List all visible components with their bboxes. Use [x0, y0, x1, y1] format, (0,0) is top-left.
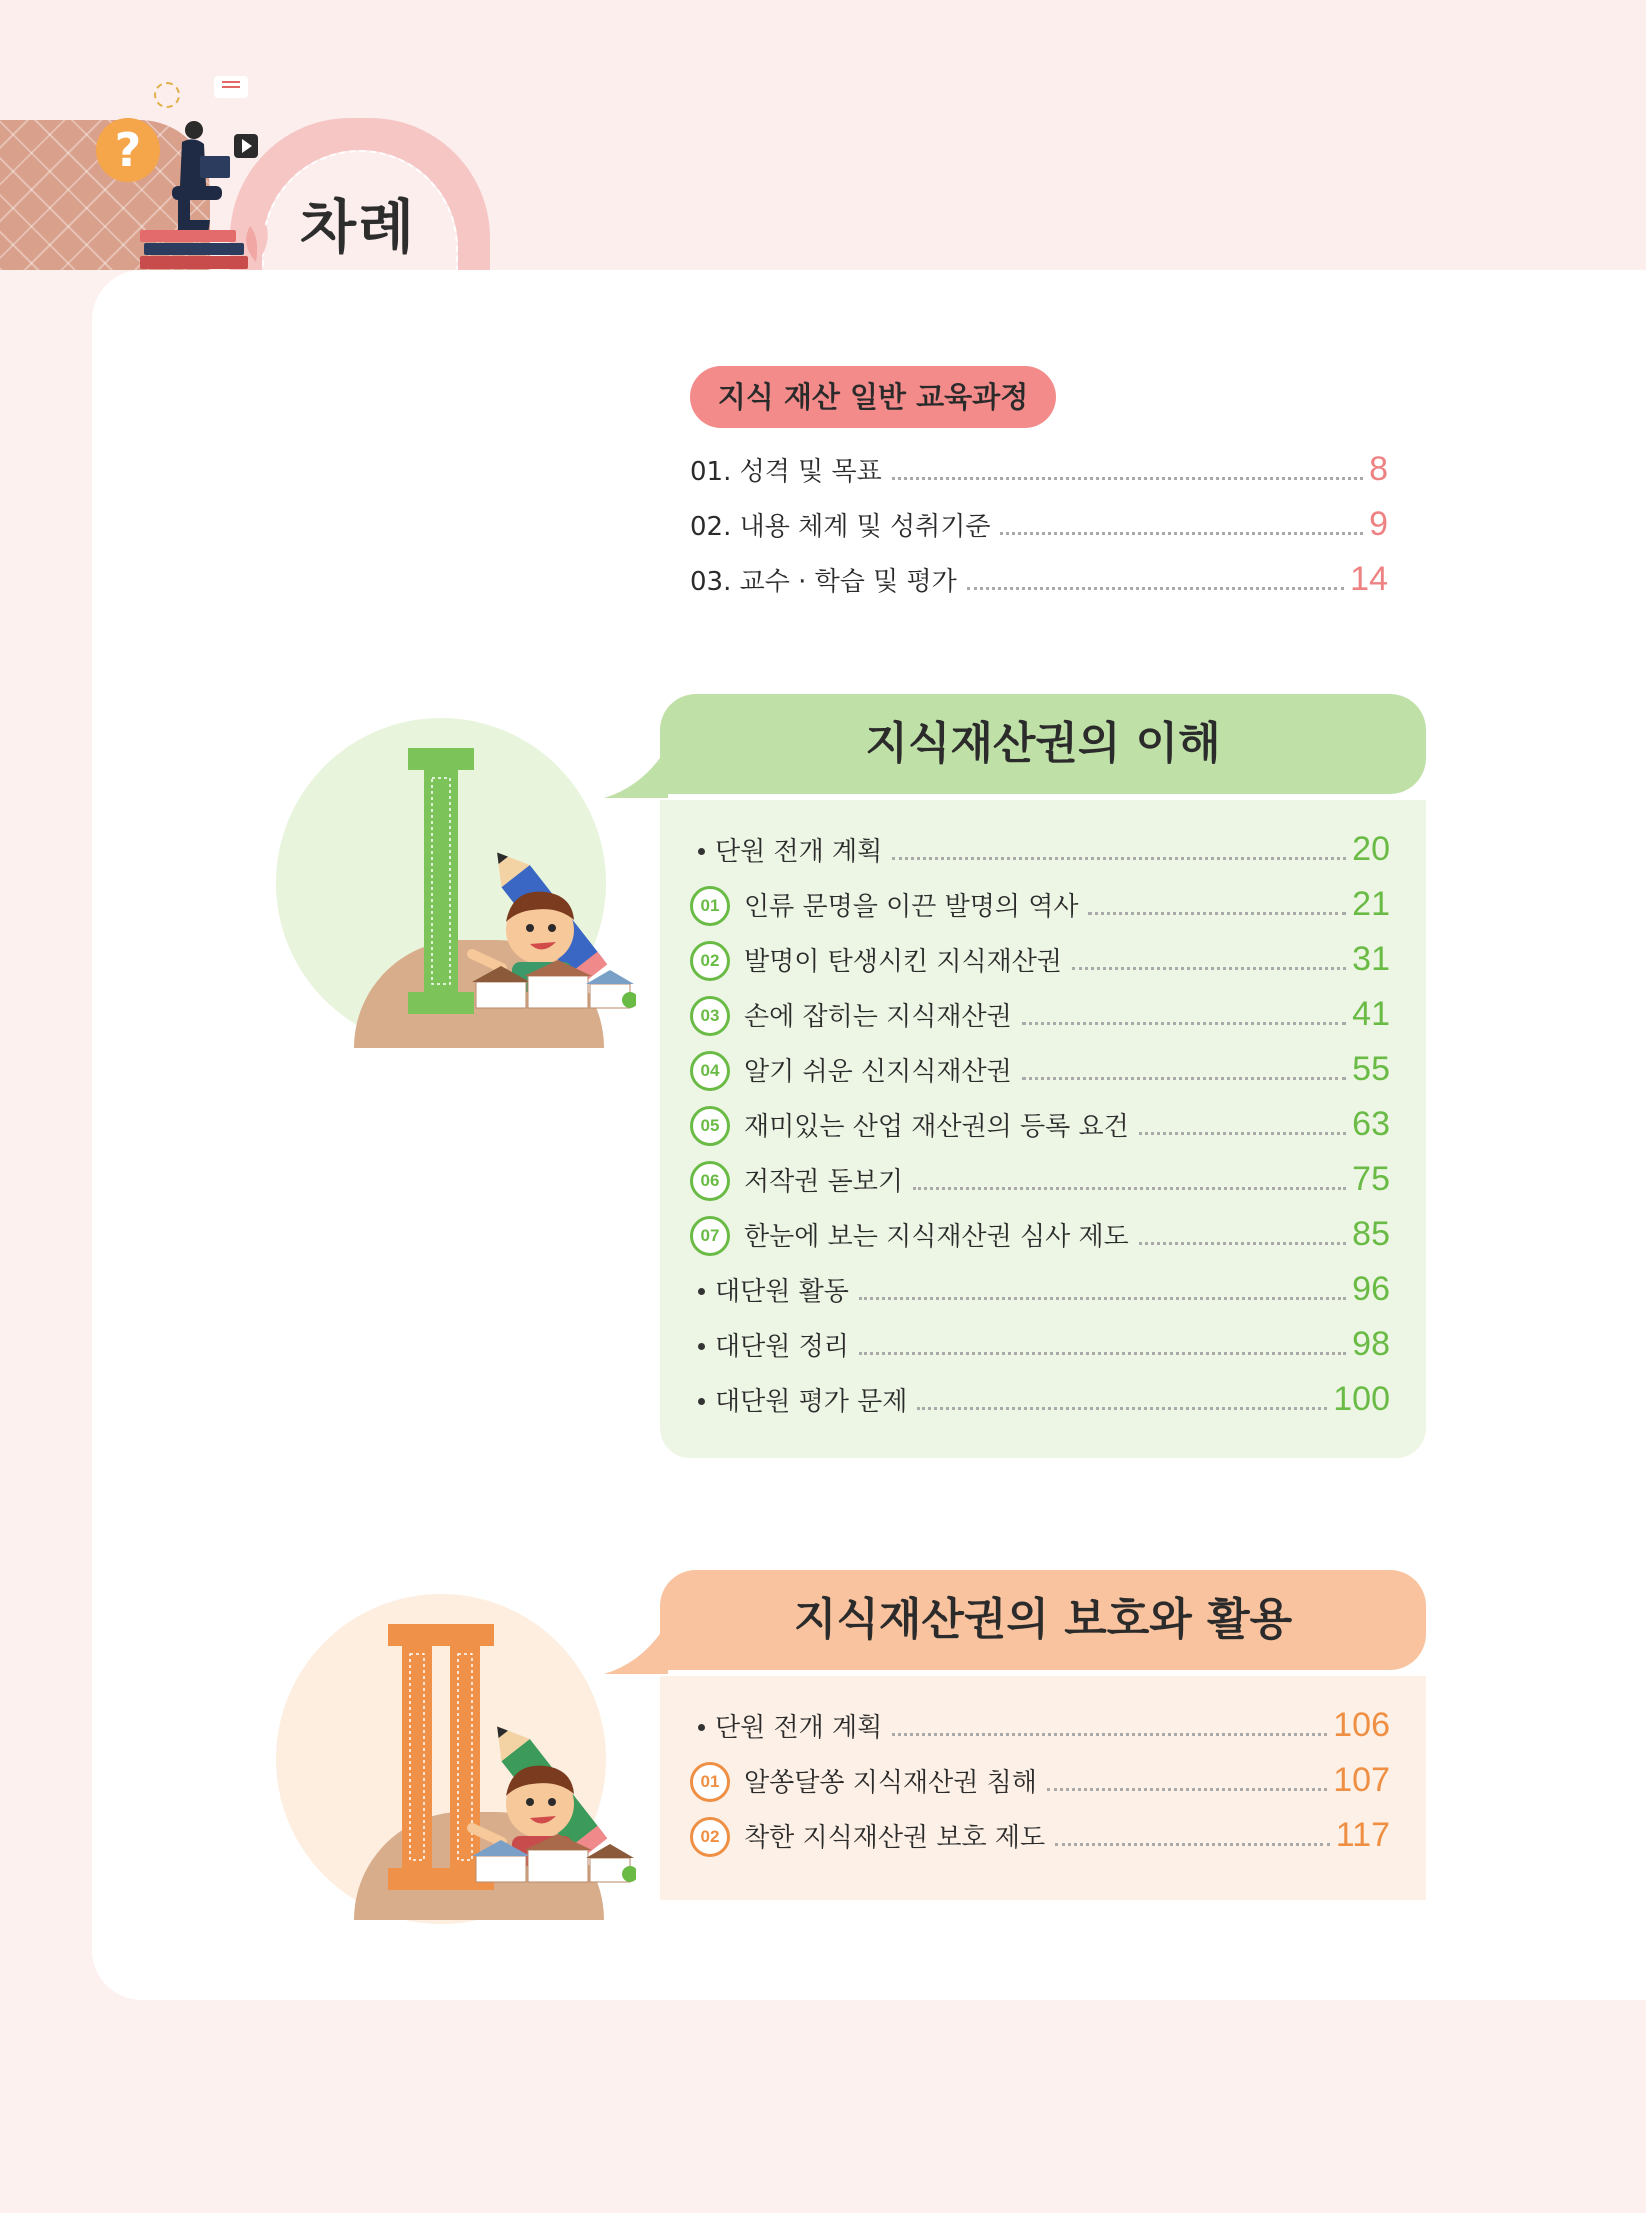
page-number: 55	[1352, 1050, 1390, 1088]
item-label: 한눈에 보는 지식재산권 심사 제도	[744, 1222, 1129, 1252]
clock-icon	[154, 82, 180, 108]
item-label: 손에 잡히는 지식재산권	[744, 1002, 1012, 1032]
page-number: 21	[1352, 885, 1390, 923]
leader-dots	[913, 1187, 1346, 1190]
leader-dots	[1139, 1132, 1346, 1135]
leader-dots	[1000, 532, 1363, 535]
page-number: 8	[1369, 450, 1388, 488]
item-label: 대단원 활동	[715, 1277, 849, 1307]
house-icon	[466, 1834, 636, 1884]
unit1-item[interactable]	[690, 1105, 1390, 1149]
unit1-item[interactable]	[690, 995, 1390, 1039]
unit2-item[interactable]	[690, 1761, 1390, 1805]
unit2-item[interactable]	[694, 1706, 1390, 1750]
number-badge: 04	[690, 1051, 730, 1091]
item-label: 단원 전개 계획	[715, 1713, 883, 1743]
leader-dots	[1072, 967, 1346, 970]
number-badge: 07	[690, 1216, 730, 1256]
page-number: 20	[1352, 830, 1390, 868]
unit1-item[interactable]	[690, 1160, 1390, 1204]
bullet-icon	[698, 1724, 705, 1731]
curriculum-title: 지식 재산 일반 교육과정	[690, 366, 1056, 428]
item-label: 03. 교수 · 학습 및 평가	[690, 567, 957, 597]
number-badge: 06	[690, 1161, 730, 1201]
books-stack-illustration	[140, 230, 250, 270]
leader-dots	[892, 1733, 1327, 1736]
item-label: 재미있는 산업 재산권의 등록 요건	[744, 1112, 1129, 1142]
unit2-title: 지식재산권의 보호와 활용	[660, 1570, 1426, 1670]
leader-dots	[892, 477, 1363, 480]
unit1-item[interactable]	[690, 940, 1390, 984]
unit1-item[interactable]	[690, 885, 1390, 929]
item-label: 대단원 평가 문제	[715, 1387, 908, 1417]
item-label: 저작권 돋보기	[744, 1167, 903, 1197]
bullet-icon	[698, 1343, 705, 1350]
leader-dots	[1139, 1242, 1346, 1245]
unit1-item[interactable]	[694, 830, 1390, 874]
item-label: 알쏭달쏭 지식재산권 침해	[744, 1768, 1037, 1798]
unit1-item[interactable]	[690, 1215, 1390, 1259]
item-label: 알기 쉬운 신지식재산권	[744, 1057, 1012, 1087]
leader-dots	[1055, 1843, 1330, 1846]
leader-dots	[1022, 1077, 1346, 1080]
page-number: 41	[1352, 995, 1390, 1033]
page-number: 9	[1369, 505, 1388, 543]
page-number: 31	[1352, 940, 1390, 978]
item-label: 01. 성격 및 목표	[690, 457, 882, 487]
leader-dots	[1047, 1788, 1327, 1791]
item-label: 인류 문명을 이끈 발명의 역사	[744, 892, 1079, 922]
curriculum-item[interactable]	[690, 505, 1388, 549]
leader-dots	[859, 1352, 1346, 1355]
leaf-icon	[236, 214, 276, 264]
page-number: 106	[1333, 1706, 1390, 1744]
number-badge: 01	[690, 1762, 730, 1802]
unit1-item[interactable]	[694, 1270, 1390, 1314]
question-icon: ?	[96, 118, 160, 182]
number-badge: 03	[690, 996, 730, 1036]
unit2-header-tail	[604, 1622, 668, 1674]
unit1-item[interactable]	[690, 1050, 1390, 1094]
page-number: 63	[1352, 1105, 1390, 1143]
number-badge: 02	[690, 1817, 730, 1857]
leader-dots	[1022, 1022, 1346, 1025]
number-badge: 01	[690, 886, 730, 926]
page-number: 107	[1333, 1761, 1390, 1799]
bullet-icon	[698, 1398, 705, 1405]
page-title: 차례	[300, 193, 417, 261]
page-number: 98	[1352, 1325, 1390, 1363]
leader-dots	[917, 1407, 1327, 1410]
leader-dots	[967, 587, 1344, 590]
page-number: 85	[1352, 1215, 1390, 1253]
leader-dots	[1088, 912, 1346, 915]
curriculum-item[interactable]	[690, 560, 1388, 604]
leader-dots	[892, 857, 1346, 860]
unit1-item[interactable]	[694, 1380, 1390, 1424]
house-icon	[466, 960, 636, 1010]
page-number: 14	[1350, 560, 1388, 598]
unit1-header-tail	[604, 746, 668, 798]
bullet-icon	[698, 1288, 705, 1295]
item-label: 대단원 정리	[715, 1332, 849, 1362]
leader-dots	[859, 1297, 1346, 1300]
unit1-item[interactable]	[694, 1325, 1390, 1369]
page-number: 96	[1352, 1270, 1390, 1308]
bullet-icon	[698, 848, 705, 855]
curriculum-item[interactable]	[690, 450, 1388, 494]
page-number: 117	[1335, 1816, 1390, 1854]
number-badge: 05	[690, 1106, 730, 1146]
unit1-title: 지식재산권의 이해	[660, 694, 1426, 794]
unit2-item[interactable]	[690, 1816, 1390, 1860]
item-label: 발명이 탄생시킨 지식재산권	[744, 947, 1062, 977]
page-number: 75	[1352, 1160, 1390, 1198]
page-number: 100	[1333, 1380, 1390, 1418]
chat-icon	[214, 76, 248, 98]
number-badge: 02	[690, 941, 730, 981]
item-label: 착한 지식재산권 보호 제도	[744, 1823, 1046, 1853]
item-label: 02. 내용 체계 및 성취기준	[690, 512, 991, 542]
item-label: 단원 전개 계획	[715, 837, 883, 867]
